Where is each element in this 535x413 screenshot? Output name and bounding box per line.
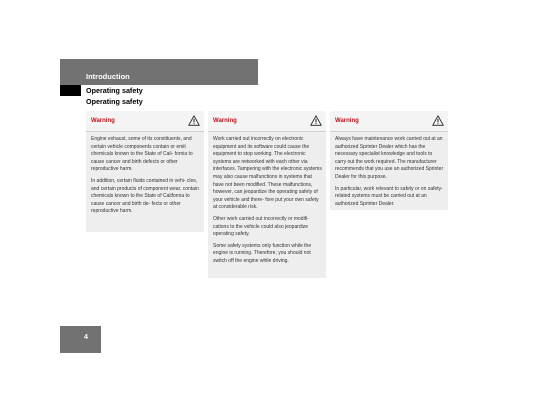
warning-box-electronics	[208, 111, 326, 278]
warning-label: Warning	[91, 118, 115, 124]
warning-paragraph: Some safety systems only function while the engine is running. Therefore, you should not switch off the engine while driving.	[213, 242, 312, 264]
warning-body	[208, 132, 326, 266]
warning-body	[330, 132, 448, 208]
chapter-title: Introduction	[86, 72, 130, 81]
warning-box-maintenance	[330, 111, 448, 210]
subheading: Operating safety	[86, 97, 143, 106]
section-marker	[60, 85, 81, 96]
warning-header	[86, 111, 204, 132]
warning-paragraph: In particular, work relevant to safety or on safety-related systems must be carried out at an authorized Sprinter Dealer.	[335, 185, 443, 207]
warning-paragraph: In addition, certain fluids contained in vehi- cles, and certain products of component wear, contain chemicals known to the State of California to cause cancer and birth de- fects or other reproductive harm.	[91, 177, 199, 215]
warning-label: Warning	[213, 118, 237, 124]
warning-box-exhaust	[86, 111, 204, 232]
warning-body	[86, 132, 204, 216]
warning-triangle-icon	[310, 115, 322, 126]
warning-triangle-icon	[188, 115, 200, 126]
warning-header	[208, 111, 326, 132]
section-header	[60, 85, 535, 96]
page-number: 4	[84, 334, 88, 341]
warning-label: Warning	[335, 118, 359, 124]
warning-paragraph: Always have maintenance work carried out at an authorized Sprinter Dealer which has the necessary specialist knowledge and tools to carry out the work required. The manufacturer recommends that you use an authorized Sprinter Dealer for this purpose.	[335, 136, 444, 180]
chapter-header	[60, 59, 258, 85]
warning-paragraph: Engine exhaust, some of its constituents, and certain vehicle components contain or emit chemicals known to the State of Cali- fornia to cause cancer and birth defects or other reproductive harm.	[91, 136, 193, 173]
section-title: Operating safety	[86, 86, 143, 95]
warning-paragraph: Other work carried out incorrectly or modifi- cations to the vehicle could also jeopardize operating safety.	[213, 215, 309, 238]
warning-triangle-icon	[432, 115, 444, 126]
warning-paragraph: Work carried out incorrectly on electronic equipment and its software could cause the equipment to stop working. The electronic systems are networked with each other via interfaces. Tampering with the electronic systems may also cause malfunctions in systems that have not been modified. These malfunctions, however, can jeopardize the operating safety of your vehicle and there- fore put your own safety at considerable risk.	[213, 136, 322, 211]
warning-header	[330, 111, 448, 132]
page-number-tab	[60, 326, 101, 353]
